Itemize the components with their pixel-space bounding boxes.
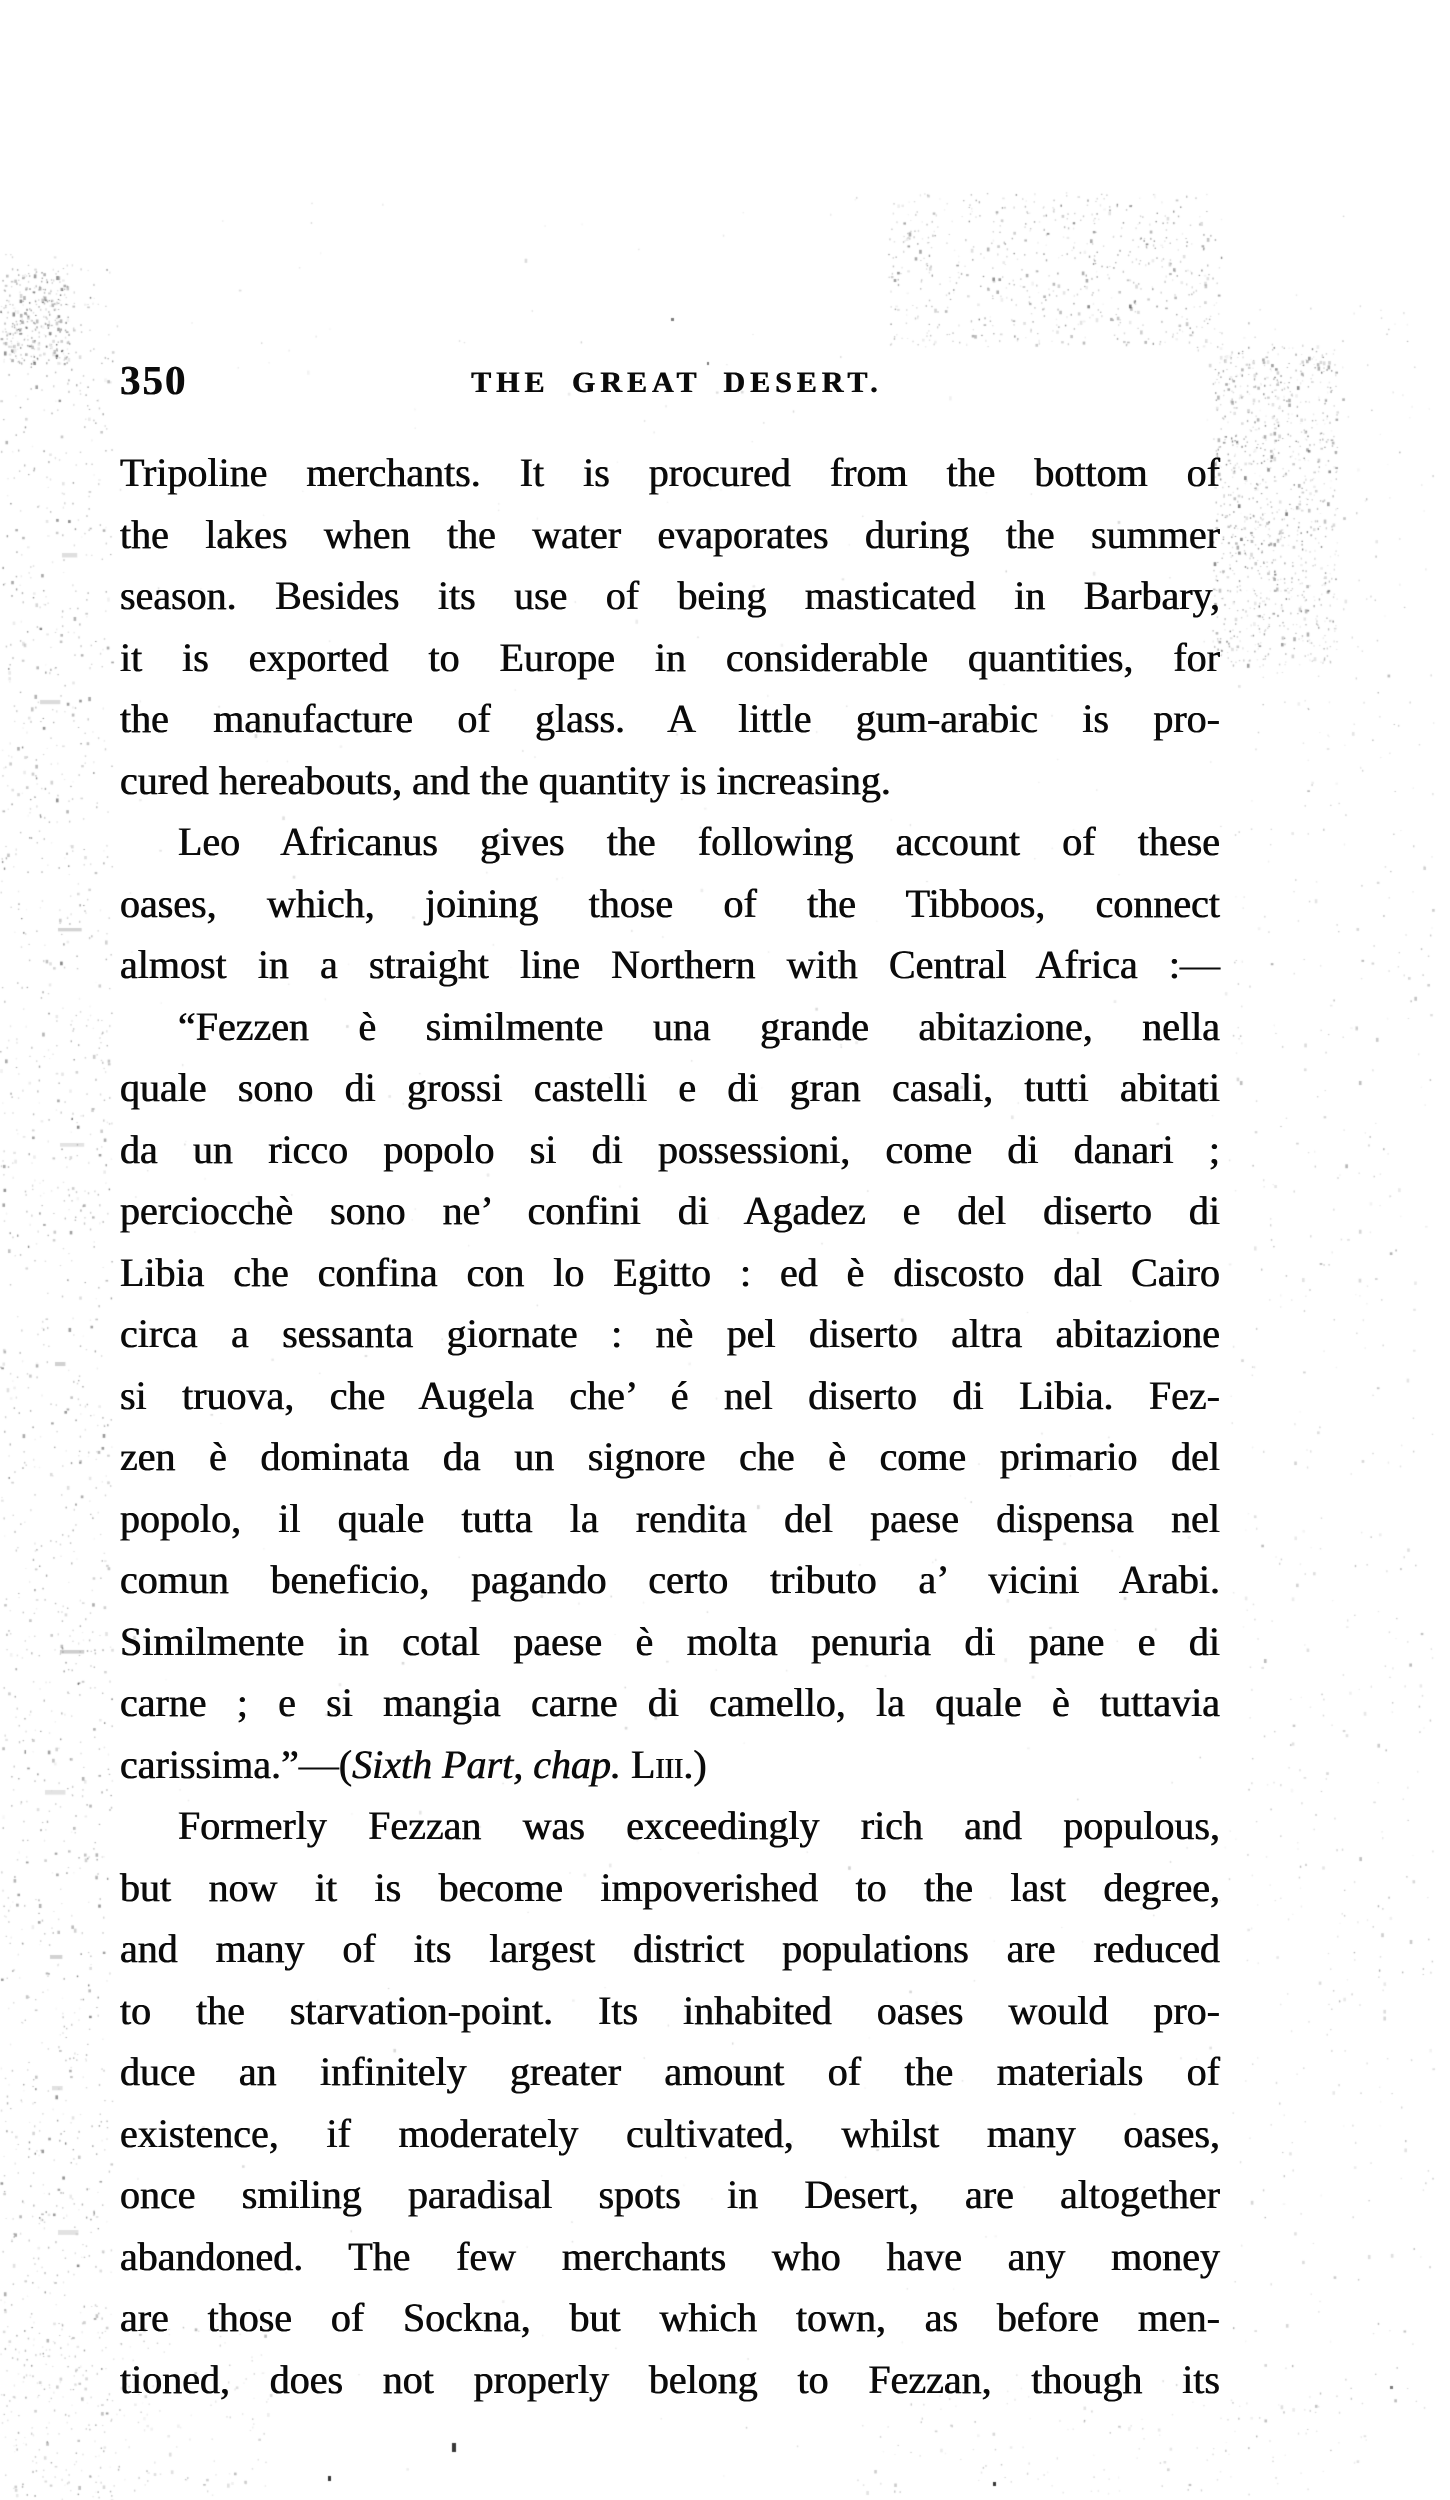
citation-chapter-numeral: Liii.)	[621, 1741, 707, 1787]
page-text-block	[120, 442, 1220, 2410]
citation-line	[120, 1734, 1220, 1796]
text-line: Formerly Fezzan was exceedingly rich and populous,	[178, 1803, 1220, 1848]
text-line: da un ricco popolo si di possessioni, come di danari ;	[120, 1126, 1220, 1172]
text-line: popolo, il quale tutta la rendita del paese dispensa nel	[120, 1495, 1220, 1541]
text-line: once smiling paradisal spots in Desert, are altogether	[120, 2172, 1220, 2217]
text-line: perciocchè sono ne’ confini di Agadez e del diserto di	[120, 1188, 1220, 1233]
text-line: are those of Sockna, but which town, as before men-	[120, 2295, 1220, 2340]
text-line: existence, if moderately cultivated, whilst many oases,	[120, 2110, 1220, 2156]
text-line: “Fezzen è similmente una grande abitazione, nella	[178, 1003, 1220, 1049]
page-number: 350	[120, 357, 188, 403]
text-line: Tripoline merchants. It is procured from the bottom of	[120, 450, 1220, 495]
text-line: Libia che confina con lo Egitto : ed è discosto dal Cairo	[120, 1249, 1220, 1295]
text-line: and many of its largest district populations are reduced	[120, 1926, 1220, 1971]
text-line: cured hereabouts, and the quantity is increasing.	[120, 757, 891, 803]
text-line: the manufacture of glass. A little gum-arabic is pro-	[120, 696, 1220, 741]
text-line: it is exported to Europe in considerable quantities, for	[120, 634, 1220, 680]
text-line: season. Besides its use of being masticated in Barbary,	[120, 573, 1220, 618]
citation-italic: Sixth Part, chap.	[352, 1741, 621, 1787]
page-header	[120, 358, 1220, 406]
citation-pre: carissima.”—(	[120, 1741, 353, 1787]
text-line: almost in a straight line Northern with Central Africa :—	[120, 942, 1220, 987]
text-line: zen è dominata da un signore che è come primario del	[120, 1434, 1220, 1479]
text-line: circa a sessanta giornate : nè pel diserto altra abitazione	[120, 1311, 1220, 1356]
text-line: the lakes when the water evaporates during the summer	[120, 511, 1220, 557]
text-line: to the starvation-point. Its inhabited oases would pro-	[120, 1987, 1220, 2033]
text-line: quale sono di grossi castelli e di gran casali, tutti abitati	[120, 1065, 1220, 1110]
running-title: THE GREAT DESERT.	[471, 366, 883, 399]
text-line: abandoned. The few merchants who have any money	[120, 2233, 1220, 2279]
text-line: duce an infinitely greater amount of the materials of	[120, 2049, 1220, 2094]
text-line: carne ; e si mangia carne di camello, la quale è tuttavia	[120, 1680, 1220, 1725]
text-line: but now it is become impoverished to the last degree,	[120, 1864, 1220, 1910]
text-line: oases, which, joining those of the Tibboos, connect	[120, 880, 1220, 926]
text-line: Leo Africanus gives the following account of these	[178, 819, 1220, 864]
text-line: si truova, che Augela che’ é nel diserto di Libia. Fez-	[120, 1372, 1220, 1418]
text-line: comun beneficio, pagando certo tributo a’ vicini Arabi.	[120, 1557, 1220, 1602]
text-line: tioned, does not properly belong to Fezzan, though its	[120, 2356, 1220, 2402]
text-line: Similmente in cotal paese è molta penuria di pane e di	[120, 1618, 1220, 1664]
